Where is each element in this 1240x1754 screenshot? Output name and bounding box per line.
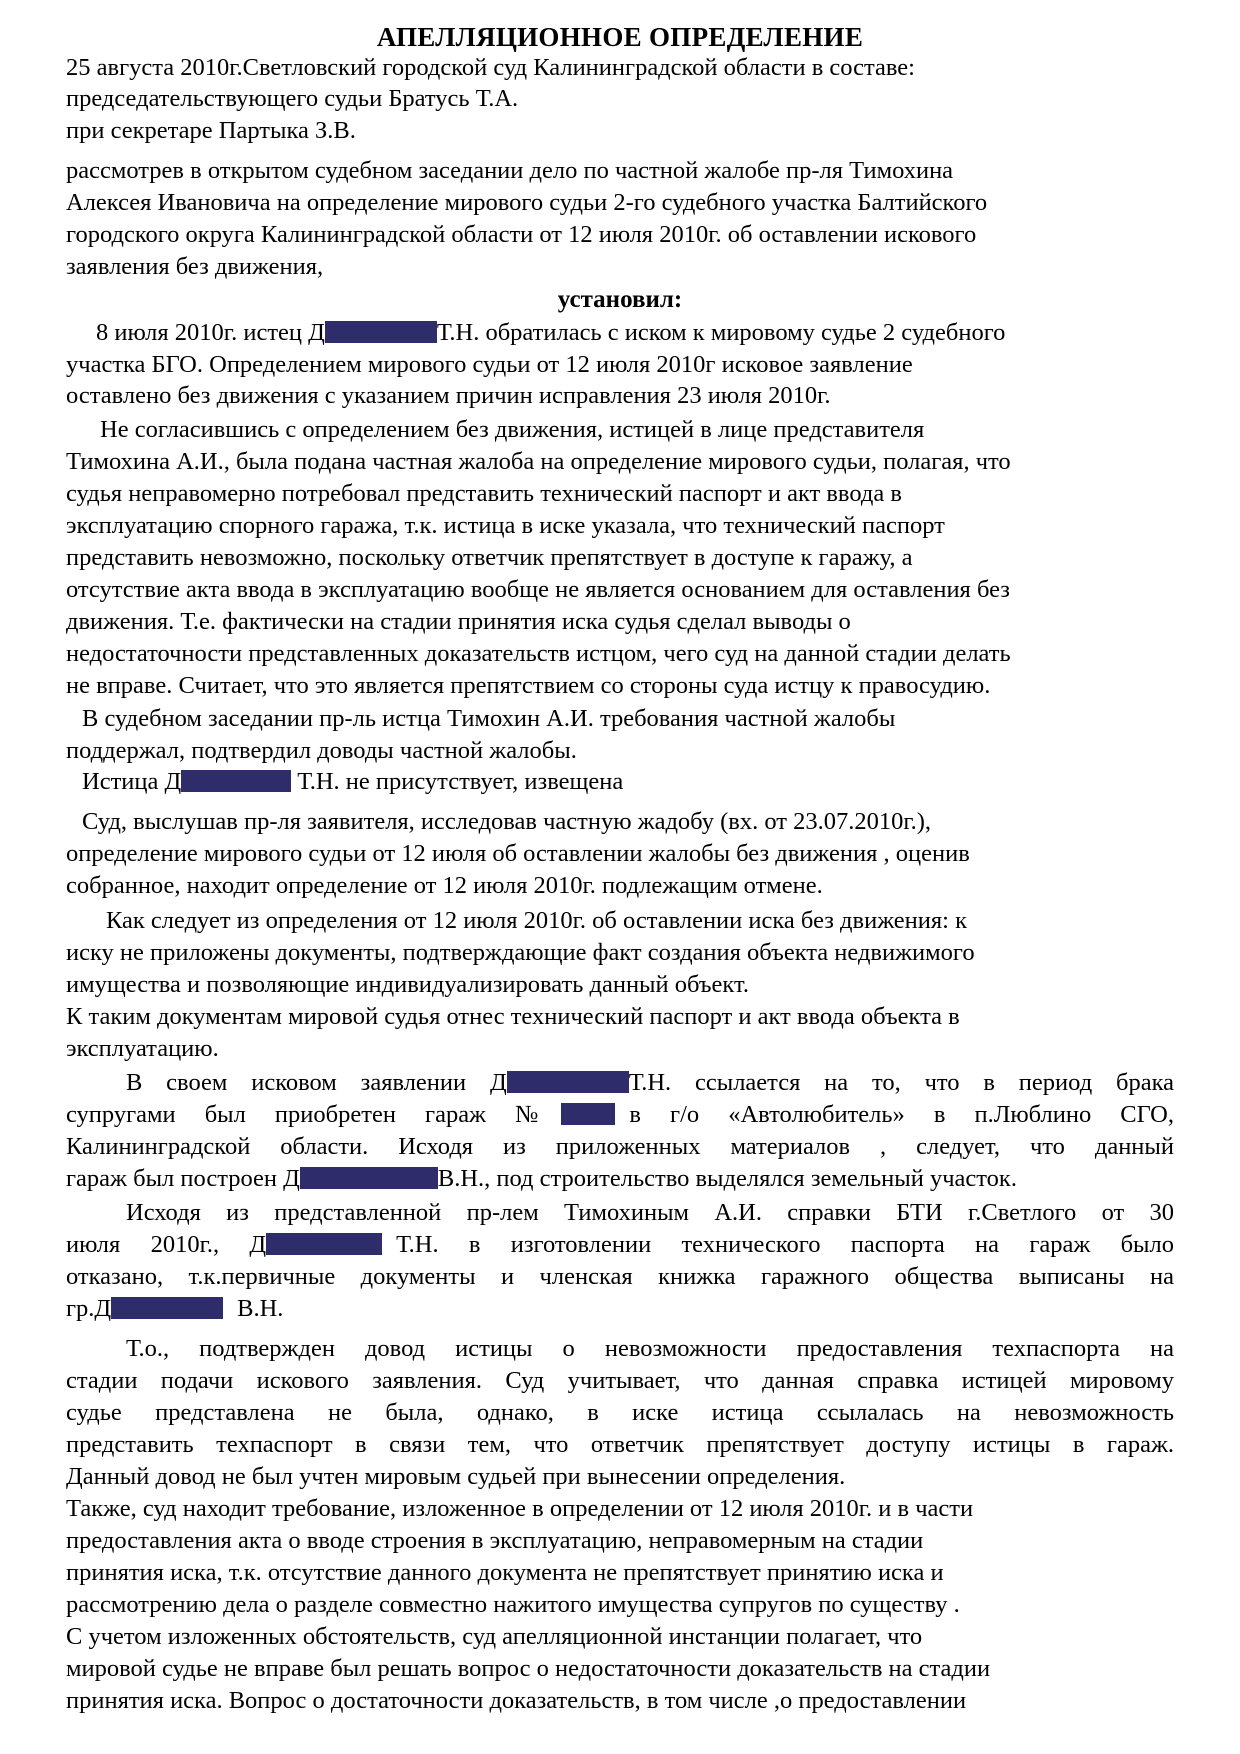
text-line: Как следует из определения от 12 июля 2010г. об оставлении иска без движения: к xyxy=(106,907,967,934)
redaction-box xyxy=(111,1297,223,1319)
text-line: Не согласившись с определением без движения, истицей в лице представителя xyxy=(100,416,925,443)
text-line: Т.о., подтвержден довод истицы о невозможности предоставления техпаспорта на xyxy=(126,1335,1174,1362)
redaction-box xyxy=(325,321,437,343)
text-line: К таким документам мировой судья отнес технический паспорт и акт ввода объекта в xyxy=(66,1003,960,1030)
text-line: Исходя из представленной пр-лем Тимохиным А.И. справки БТИ г.Светлого от 30 xyxy=(126,1199,1174,1226)
text-line: принятия иска. Вопрос о достаточности доказательств, в том числе ,о предоставлении xyxy=(66,1687,967,1714)
text-line: судье представлена не была, однако, в иске истица ссылалась на невозможность xyxy=(66,1399,1174,1426)
text-line: поддержал, подтвердил доводы частной жалобы. xyxy=(66,737,577,764)
text-line: отказано, т.к.первичные документы и членская книжка гаражного общества выписаны на xyxy=(66,1263,1174,1290)
document-title: АПЕЛЛЯЦИОННОЕ ОПРЕДЕЛЕНИЕ xyxy=(376,22,864,52)
text-line-with-redaction xyxy=(66,1068,1174,1098)
text-line: Тимохина А.И., была подана частная жалоба на определение мирового судьи, полагая, что xyxy=(66,448,1011,475)
text-line-with-redaction xyxy=(96,318,1005,348)
text-line-with-redaction xyxy=(66,1230,1174,1260)
redaction-box xyxy=(561,1103,615,1125)
text-fragment: Т.Н. обратилась с иском к мировому судье 2 судебного xyxy=(436,319,1006,346)
text-fragment: в г/о «Автолюбитель» в п.Люблино СГО, xyxy=(629,1101,1175,1128)
text-line: рассмотрев в открытом судебном заседании дело по частной жалобе пр-ля Тимохина xyxy=(66,157,954,184)
text-line: В судебном заседании пр-ль истца Тимохин А.И. требования частной жалобы xyxy=(82,705,896,732)
text-line: Данный довод не был учтен мировым судьей при вынесении определения. xyxy=(66,1463,846,1490)
text-line-with-redaction xyxy=(82,767,623,797)
text-line: С учетом изложенных обстоятельств, суд апелляционной инстанции полагает, что xyxy=(66,1623,923,1650)
text-line: рассмотрению дела о разделе совместно нажитого имущества супругов по существу . xyxy=(66,1591,960,1618)
text-line-with-redaction xyxy=(66,1164,1017,1194)
text-fragment: Истица Д xyxy=(82,768,182,795)
text-line: заявления без движения, xyxy=(66,253,324,280)
section-heading: установил: xyxy=(557,286,683,313)
text-line: Также, суд находит требование, изложенное в определении от 12 июля 2010г. и в части xyxy=(66,1495,974,1522)
text-fragment: В.Н., под строительство выделялся земельный участок. xyxy=(437,1165,1017,1192)
text-line: представить невозможно, поскольку ответчик препятствует в доступе к гаражу, а xyxy=(66,544,913,571)
redaction-box xyxy=(300,1167,438,1189)
text-line: определение мирового судьи от 12 июля об оставлении жалобы без движения , оценив xyxy=(66,840,970,867)
text-line: эксплуатацию спорного гаража, т.к. истица в иске указала, что технический паспорт xyxy=(66,512,945,539)
text-line: при секретаре Партыка З.В. xyxy=(66,117,356,144)
text-line: движения. Т.е. фактически на стадии принятия иска судья сделал выводы о xyxy=(66,608,851,635)
text-line: иску не приложены документы, подтверждающие факт создания объекта недвижимого xyxy=(66,939,975,966)
text-line: имущества и позволяющие индивидуализировать данный объект. xyxy=(66,971,749,998)
redaction-box xyxy=(507,1071,629,1093)
text-line: стадии подачи искового заявления. Суд учитывает, что данная справка истицей мировому xyxy=(66,1367,1174,1394)
text-line: не вправе. Считает, что это является препятствием со стороны суда истцу к правосудию. xyxy=(66,672,991,699)
text-fragment: Т.Н. в изготовлении технического паспорта на гараж было xyxy=(396,1231,1174,1258)
text-line: отсутствие акта ввода в эксплуатацию вообще не является основанием для оставления без xyxy=(66,576,1010,603)
text-line-with-redaction xyxy=(66,1294,283,1324)
text-line: представить техпаспорт в связи тем, что ответчик препятствует доступу истицы в гараж. xyxy=(66,1431,1174,1458)
text-line: предоставления акта о вводе строения в эксплуатацию, неправомерным на стадии xyxy=(66,1527,924,1554)
redaction-box xyxy=(266,1233,382,1255)
text-line-with-redaction xyxy=(66,1100,1174,1130)
text-fragment: Т.Н. ссылается на то, что в период брака xyxy=(628,1069,1174,1096)
text-line: городского округа Калининградской области от 12 июля 2010г. об оставлении искового xyxy=(66,221,977,248)
text-line: недостаточности представленных доказательств истцом, чего суд на данной стадии делать xyxy=(66,640,1011,667)
text-fragment: июля 2010г., Д xyxy=(66,1231,267,1258)
text-fragment: В.Н. xyxy=(237,1295,284,1322)
text-fragment: Т.Н. не присутствует, извещена xyxy=(297,768,624,795)
text-line: эксплуатацию. xyxy=(66,1035,219,1062)
text-line: мировой судье не вправе был решать вопрос о недостаточности доказательств на стадии xyxy=(66,1655,991,1682)
text-line: Алексея Ивановича на определение мирового судьи 2-го судебного участка Балтийского xyxy=(66,189,988,216)
text-line: председательствующего судьи Братусь Т.А. xyxy=(66,85,519,112)
text-line: Суд, выслушав пр-ля заявителя, исследовав частную жадобу (вх. от 23.07.2010г.), xyxy=(82,808,932,835)
text-line: 25 августа 2010г.Светловский городской суд Калининградской области в составе: xyxy=(66,54,915,81)
text-line: принятия иска, т.к. отсутствие данного документа не препятствует принятию иска и xyxy=(66,1559,944,1586)
text-fragment: 8 июля 2010г. истец Д xyxy=(96,319,325,346)
text-fragment: В своем исковом заявлении Д xyxy=(126,1069,507,1096)
redaction-box xyxy=(181,770,291,792)
text-fragment: гр.Д xyxy=(66,1295,112,1322)
text-fragment: гараж был построен Д xyxy=(66,1165,300,1192)
text-line: Калининградской области. Исходя из приложенных материалов , следует, что данный xyxy=(66,1133,1174,1160)
text-line: собранное, находит определение от 12 июля 2010г. подлежащим отмене. xyxy=(66,872,823,899)
text-fragment: супругами был приобретен гараж № xyxy=(66,1101,562,1128)
text-line: участка БГО. Определением мирового судьи от 12 июля 2010г исковое заявление xyxy=(66,351,913,378)
text-line: судья неправомерно потребовал представить технический паспорт и акт ввода в xyxy=(66,480,902,507)
text-line: оставлено без движения с указанием причин исправления 23 июля 2010г. xyxy=(66,382,831,409)
